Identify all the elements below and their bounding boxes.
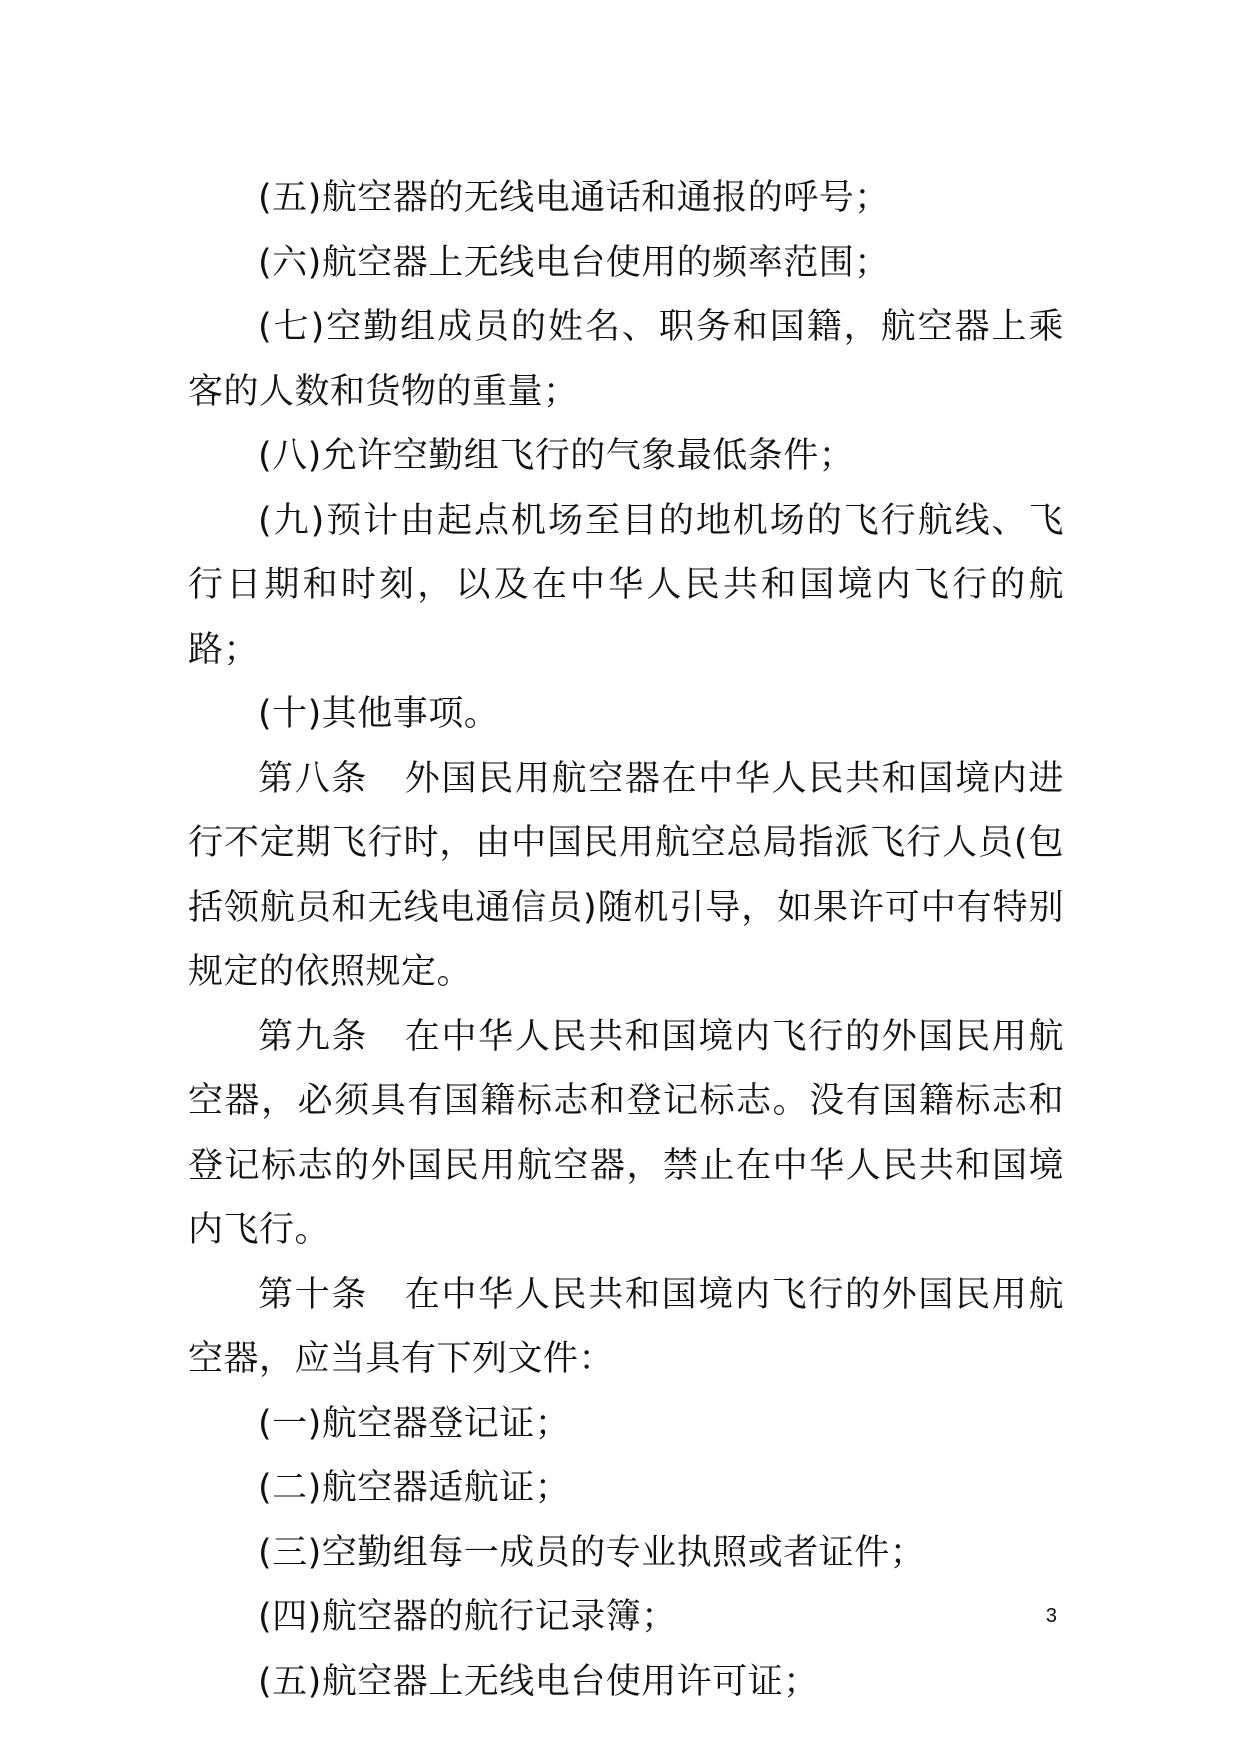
article-9-paragraph: 第九条 在中华人民共和国境内飞行的外国民用航空器，必须具有国籍标志和登记标志。没有国籍标志和登记标志的外国民用航空器，禁止在中华人民共和国境内飞行。 <box>188 1016 1064 1250</box>
document-list-item-3: (三)空勤组每一成员的专业执照或者证件； <box>258 1532 926 1573</box>
document-list-item-2: (二)航空器适航证； <box>258 1468 571 1508</box>
document-list-item-1: (一)航空器登记证； <box>258 1403 571 1444</box>
paragraph-item-10: (十)其他事项。 <box>258 694 500 734</box>
document-body <box>188 166 1064 1714</box>
document-list-item-5: (五)航空器上无线电台使用许可证； <box>258 1661 819 1702</box>
paragraph-item-6: (六)航空器上无线电台使用的频率范围； <box>258 242 890 283</box>
article-10-paragraph: 第十条 在中华人民共和国境内飞行的外国民用航空器，应当具有下列文件： <box>188 1274 1064 1379</box>
paragraph-item-8: (八)允许空勤组飞行的气象最低条件； <box>258 436 855 476</box>
paragraph-item-7: (七)空勤组成员的姓名、职务和国籍，航空器上乘客的人数和货物的重量； <box>188 307 1064 412</box>
article-8-paragraph: 第八条 外国民用航空器在中华人民共和国境内进行不定期飞行时，由中国民用航空总局指派飞行人员(包括领航员和无线电通信员)随机引导，如果许可中有特别规定的依照规定。 <box>188 758 1064 992</box>
paragraph-item-5: (五)航空器的无线电通话和通报的呼号； <box>258 178 890 218</box>
page-number: 3 <box>1045 1605 1057 1627</box>
document-list-item-4: (四)航空器的航行记录簿； <box>258 1597 677 1637</box>
paragraph-item-9: (九)预计由起点机场至目的地机场的飞行航线、飞行日期和时刻，以及在中华人民共和国境内飞行的航路； <box>188 500 1064 670</box>
